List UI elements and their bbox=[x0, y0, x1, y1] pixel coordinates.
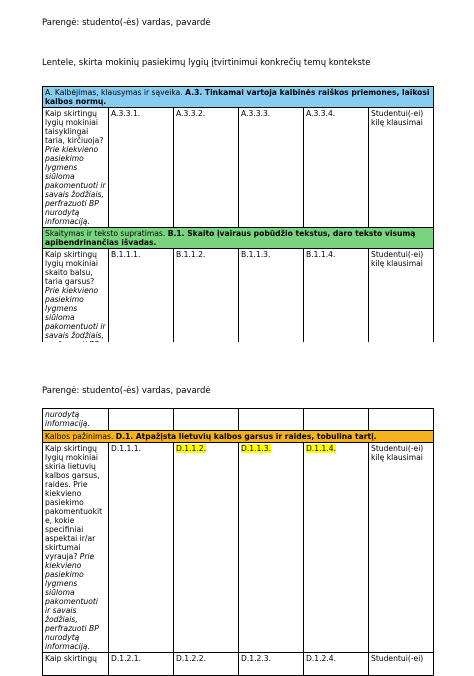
instruction-line: siūloma bbox=[45, 588, 75, 597]
instruction-line: pasiekimo bbox=[45, 154, 84, 163]
question-line: pakomentuokit bbox=[45, 507, 103, 516]
section-a-row bbox=[43, 108, 434, 228]
instruction-line: lygmens bbox=[45, 579, 78, 588]
level-code-cell: A.3.3.2. bbox=[174, 108, 239, 228]
level-code-cell: A.3.3.4. bbox=[304, 108, 369, 228]
instruction-line: siūloma bbox=[45, 172, 75, 181]
section-d-prefix: Kalbos pažinimas. bbox=[45, 432, 116, 441]
highlighted-code: D.1.1.2. bbox=[176, 444, 206, 453]
level-code-cell: B.1.1.3. bbox=[239, 249, 304, 351]
level-code-cell bbox=[174, 443, 239, 653]
section-a-question-cell bbox=[43, 108, 109, 228]
levels-table-page-2 bbox=[42, 408, 434, 676]
empty-cell bbox=[304, 409, 369, 431]
section-b-header bbox=[43, 228, 434, 249]
instruction-line: perfrazuoti BP bbox=[45, 624, 99, 633]
level-code-cell: A.3.3.1. bbox=[109, 108, 174, 228]
question-line: taria garsus? bbox=[45, 277, 95, 286]
section-b-header-row bbox=[43, 228, 434, 249]
instruction-line: ir savais bbox=[45, 606, 77, 615]
question-line: Kaip skirtingų bbox=[45, 109, 97, 118]
level-code-cell: B.1.1.4. bbox=[304, 249, 369, 351]
question-line: specifiniai bbox=[45, 525, 84, 534]
question-line: skaito balsu, bbox=[45, 268, 93, 277]
question-line: raides. Prie bbox=[45, 480, 88, 489]
question-line: lygių mokiniai bbox=[45, 118, 98, 127]
instruction-line: pakomentuoti bbox=[45, 597, 98, 606]
question-line: taria, kirčiuoja? bbox=[45, 136, 104, 145]
instruction-line: savais žodžiais, bbox=[45, 190, 104, 199]
instruction-line: pakomentuoti ir bbox=[45, 322, 106, 331]
question-line: kiekvieno bbox=[45, 489, 82, 498]
instruction-line: žodžiais, bbox=[45, 615, 78, 624]
instruction-line: nurodytą bbox=[45, 208, 80, 217]
section-a-header bbox=[43, 87, 434, 108]
question-line: skirtumai bbox=[45, 543, 81, 552]
student-questions-cell: Studentui(-ei) kilę klausimai bbox=[369, 443, 434, 653]
question-line: kalbos garsus, bbox=[45, 471, 100, 480]
instruction-line: informaciją. bbox=[45, 217, 90, 226]
section-b-title: B.1. Skaito įvairaus pobūdžio tekstus, daro teksto visumą apibendrinančias išvadas. bbox=[45, 229, 416, 247]
instruction-line: lygmens bbox=[45, 304, 78, 313]
question-line: vyrauja? bbox=[45, 552, 78, 561]
level-code-cell: D.1.2.3. bbox=[239, 653, 304, 676]
empty-cell bbox=[369, 409, 434, 431]
empty-cell bbox=[174, 409, 239, 431]
level-code-cell: D.1.1.1. bbox=[109, 443, 174, 653]
level-code-cell bbox=[239, 443, 304, 653]
instruction-line: nurodytą bbox=[45, 410, 80, 419]
section-d-question-cell bbox=[43, 443, 109, 653]
level-code-cell: B.1.1.2. bbox=[174, 249, 239, 351]
instruction-line: pakomentuoti ir bbox=[45, 181, 106, 190]
table-caption: Lentele, skirta mokinių pasiekimų lygių įtvirtinimui konkrečių temų kontekste bbox=[42, 58, 371, 68]
section-a-header-row bbox=[43, 87, 434, 108]
highlighted-code: D.1.1.3. bbox=[241, 444, 271, 453]
section-a-title: A.3. Tinkamai vartoja kalbinės raiškos priemones, laikosi kalbos normų. bbox=[45, 88, 430, 106]
student-questions-cell: Studentui(-ei) bbox=[369, 653, 434, 676]
instruction-line: nurodytą bbox=[45, 633, 80, 642]
question-line: lygių mokiniai bbox=[45, 259, 98, 268]
question-line: aspektai ir/ar bbox=[45, 534, 96, 543]
section-d-header-row bbox=[43, 431, 434, 443]
section-d-header bbox=[43, 431, 434, 443]
next-question-cell: Kaip skirtingų bbox=[43, 653, 109, 676]
instruction-line: kiekvieno bbox=[45, 561, 82, 570]
instruction-line: Prie bbox=[79, 552, 95, 561]
section-b-prefix: Skaitymas ir teksto supratimas. bbox=[45, 229, 168, 238]
level-code-cell: D.1.2.4. bbox=[304, 653, 369, 676]
instruction-line: siūloma bbox=[45, 313, 75, 322]
instruction-line: pasiekimo bbox=[45, 295, 84, 304]
section-b-row bbox=[43, 249, 434, 351]
carry-over-row bbox=[43, 409, 434, 431]
level-code-cell: D.1.2.1. bbox=[109, 653, 174, 676]
next-row bbox=[43, 653, 434, 676]
student-name-line: Parengė: studento(-ės) vardas, pavardė bbox=[42, 386, 211, 396]
instruction-line: savais žodžiais, bbox=[45, 331, 104, 340]
question-line: pasiekimo bbox=[45, 498, 84, 507]
section-b-question-cell bbox=[43, 249, 109, 351]
level-code-cell: D.1.2.2. bbox=[174, 653, 239, 676]
student-questions-cell: Studentui(-ei) kilę klausimai bbox=[369, 249, 434, 351]
level-code-cell: B.1.1.1. bbox=[109, 249, 174, 351]
carry-over-cell bbox=[43, 409, 109, 431]
question-line: Kaip skirtingų bbox=[45, 250, 97, 259]
level-code-cell: A.3.3.3. bbox=[239, 108, 304, 228]
question-line: e, kokie bbox=[45, 516, 75, 525]
instruction-line: pasiekimo bbox=[45, 570, 84, 579]
student-name-line: Parengė: studento(-ės) vardas, pavardė bbox=[42, 18, 211, 28]
highlighted-code: D.1.1.4. bbox=[306, 444, 336, 453]
instruction-line: perfrazuoti BP bbox=[45, 199, 99, 208]
section-d-row bbox=[43, 443, 434, 653]
instruction-line: informaciją. bbox=[45, 642, 90, 651]
document-page-2 bbox=[0, 342, 474, 663]
empty-cell bbox=[109, 409, 174, 431]
instruction-line: lygmens bbox=[45, 163, 78, 172]
section-a-prefix: A. Kalbėjimas, klausymas ir sąveika. bbox=[45, 88, 186, 97]
instruction-line: Prie kiekvieno bbox=[45, 145, 99, 154]
instruction-line: Prie kiekvieno bbox=[45, 286, 99, 295]
question-line: taisyklingai bbox=[45, 127, 89, 136]
question-line: Kaip skirtingų bbox=[45, 444, 97, 453]
level-code-cell bbox=[304, 443, 369, 653]
levels-table-page-1 bbox=[42, 86, 434, 351]
student-questions-cell: Studentui(-ei) kilę klausimai bbox=[369, 108, 434, 228]
instruction-line: informaciją. bbox=[45, 419, 90, 428]
question-line: lygių mokiniai bbox=[45, 453, 98, 462]
question-line: skiria lietuvių bbox=[45, 462, 96, 471]
section-d-title: D.1. Atpažįsta lietuvių kalbos garsus ir raides, tobulina tartį. bbox=[115, 432, 377, 441]
empty-cell bbox=[239, 409, 304, 431]
